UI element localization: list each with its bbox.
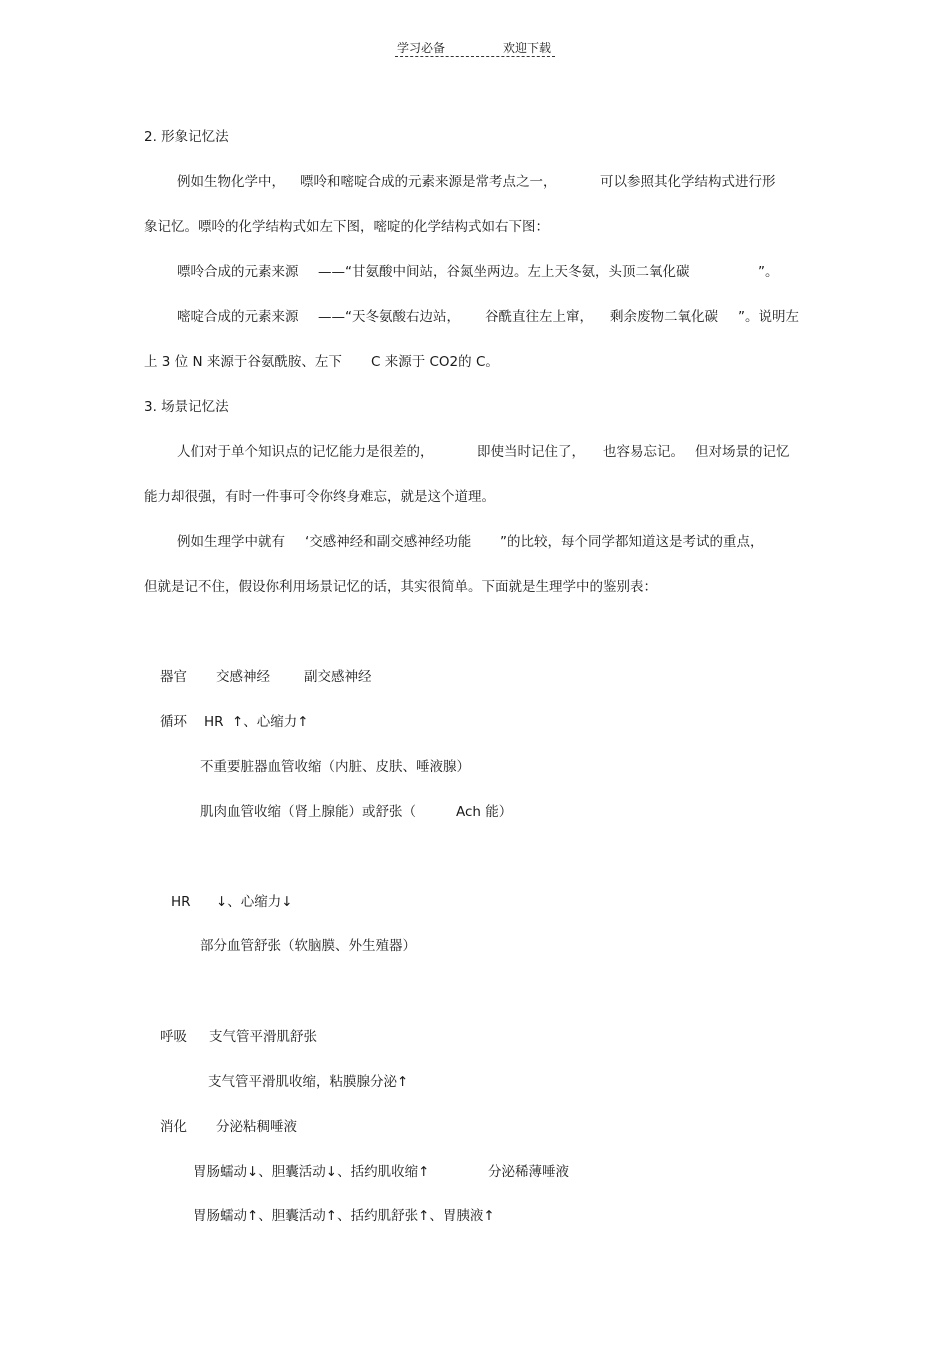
digestion-parasympathetic-motility: 胃肠蠕动↑、胆囊活动↑、括约肌舒张↑、胃胰液↑ [193,1208,495,1224]
table-header-sympathetic: 交感神经 [216,669,270,685]
parasympathetic-vasodilation: 部分血管舒张（软脑膜、外生殖器） [200,938,416,954]
section-2-heading: 2. 形象记忆法 [144,129,229,145]
section-2-para1-line2: 象记忆。嘌呤的化学结构式如左下图，嘧啶的化学结构式如右下图： [144,219,549,235]
pyrimidine-note-part1: 上 3 位 N 来源于谷氨酰胺、左下 [144,354,342,370]
section-3-para1-part4: 但对场景的记忆 [695,444,790,460]
pyrimidine-mnemonic-part3: 剩余废物二氧化碳 [610,309,718,325]
table-row-circulation-label: 循环 [160,714,187,730]
digestion-sympathetic-motility: 胃肠蠕动↓、胆囊活动↓、括约肌收缩↑ [193,1164,430,1180]
table-header-parasympathetic: 副交感神经 [304,669,372,685]
pyrimidine-mnemonic-part2: 谷酰直往左上窜， [485,309,593,325]
parasympathetic-hr-value: ↓、心缩力↓ [216,894,293,910]
circulation-muscle-vessels-part1: 肌肉血管收缩（肾上腺能）或舒张（ [200,804,416,820]
purine-mnemonic: ——“甘氨酸中间站，谷氮坐两边。左上天冬氨，头顶二氧化碳 [318,264,690,280]
table-row-respiration-label: 呼吸 [160,1029,187,1045]
section-3-para1-part1: 人们对于单个知识点的记忆能力是很差的， [177,444,434,460]
purine-mnemonic-end: ”。 [758,264,779,280]
section-3-para2-line2: 但就是记不住，假设你利用场景记忆的话，其实很简单。下面就是生理学中的鉴别表： [144,579,657,595]
circulation-vasoconstriction: 不重要脏器血管收缩（内脏、皮肤、唾液腺） [200,759,470,775]
pyrimidine-mnemonic-part4: ”。说明左 [738,309,799,325]
digestion-parasympathetic-saliva: 分泌稀薄唾液 [488,1164,569,1180]
header-left-text: 学习必备 [397,41,446,55]
section-3-para2-part1: 例如生理学中就有 [177,534,285,550]
pyrimidine-note-part2: C 来源于 CO2的 C。 [371,354,499,370]
respiration-parasympathetic: 支气管平滑肌收缩，粘膜腺分泌↑ [208,1074,409,1090]
section-2-para1-part1: 例如生物化学中， [177,174,285,190]
digestion-sympathetic-saliva: 分泌粘稠唾液 [216,1119,297,1135]
respiration-sympathetic: 支气管平滑肌舒张 [209,1029,317,1045]
table-row-digestion-label: 消化 [160,1119,187,1135]
table-header-organ: 器官 [160,669,187,685]
section-3-para1-part3: 也容易忘记。 [603,444,684,460]
purine-label: 嘌呤合成的元素来源 [177,264,299,280]
parasympathetic-hr-label: HR [171,894,191,910]
section-3-para1-line2: 能力却很强，有时一件事可令你终身难忘，就是这个道理。 [144,489,495,505]
pyrimidine-label: 嘧啶合成的元素来源 [177,309,299,325]
circulation-muscle-vessels-part2: Ach 能） [456,804,513,820]
circulation-hr-value: ↑、心缩力↑ [232,714,309,730]
section-3-heading: 3. 场景记忆法 [144,399,229,415]
section-3-para2-part3: ”的比较，每个同学都知道这是考试的重点， [500,534,764,550]
section-2-para1-part3: 可以参照其化学结构式进行形 [600,174,776,190]
section-3-para2-part2: ‘交感神经和副交感神经功能 [305,534,472,550]
header-dashed-underline [395,56,555,57]
pyrimidine-mnemonic-part1: ——“天冬氨酸右边站， [318,309,460,325]
section-3-para1-part2: 即使当时记住了， [477,444,585,460]
section-2-para1-part2: 嘌呤和嘧啶合成的元素来源是常考点之一， [300,174,557,190]
header-right-text: 欢迎下载 [503,41,552,55]
circulation-hr-label: HR [204,714,224,730]
